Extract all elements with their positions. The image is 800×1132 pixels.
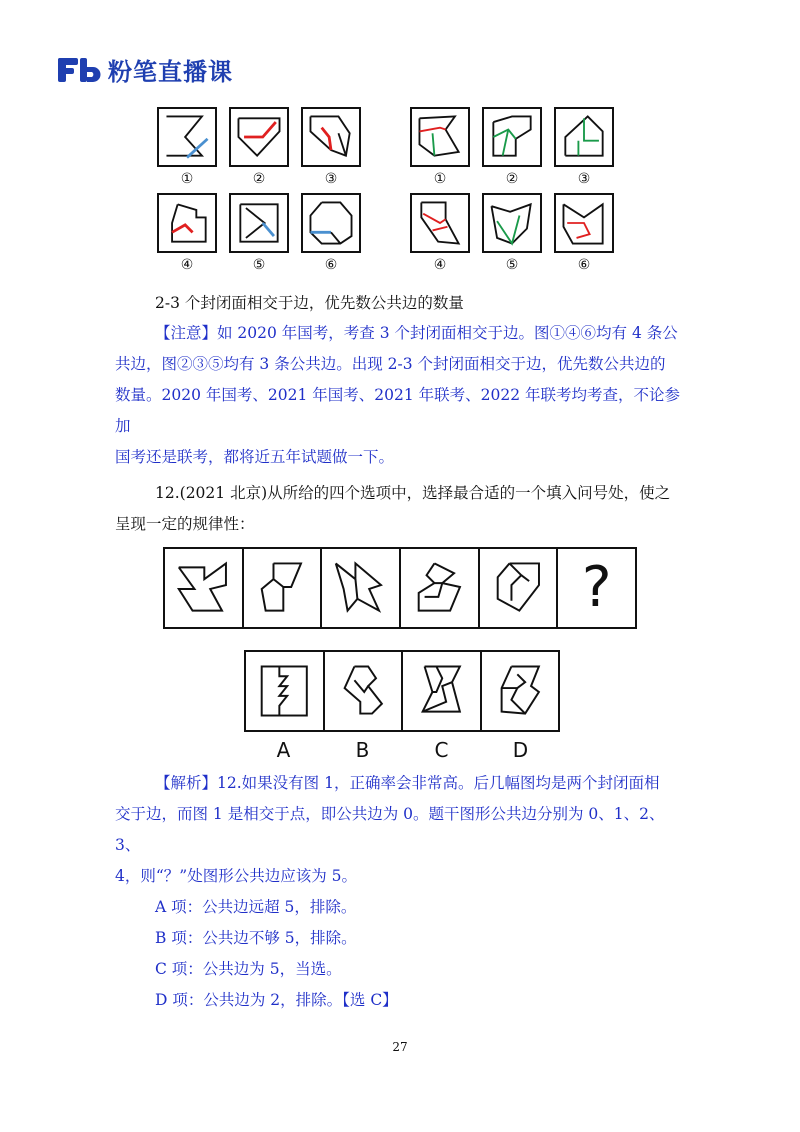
analysis-item: C 项：公共边为 5，当选。 xyxy=(155,960,342,978)
figure-right-3 xyxy=(554,107,614,167)
analysis-item: A 项：公共边远超 5，排除。 xyxy=(155,898,357,916)
analysis-item: D 项：公共边为 2，排除。【选 C】 xyxy=(155,991,398,1009)
figure-right-1 xyxy=(410,107,470,167)
question-figure-1 xyxy=(165,549,244,627)
figure-left-5 xyxy=(229,193,289,253)
note-line: 共边，图②③⑤均有 3 条公共边。出现 2-3 个封闭面相交于边，优先数公共边的 xyxy=(115,355,666,373)
figure-label: ④ xyxy=(180,257,194,273)
figure-left-1 xyxy=(157,107,217,167)
figure-right-4 xyxy=(410,193,470,253)
option-figure-a[interactable] xyxy=(246,652,325,730)
figure-label: ① xyxy=(180,171,194,187)
brand-logo xyxy=(58,52,233,87)
question-mark-cell xyxy=(558,549,635,627)
option-label-a: A xyxy=(276,738,291,762)
option-labels xyxy=(244,738,560,762)
question-figure-3 xyxy=(322,549,401,627)
figure-right-6 xyxy=(554,193,614,253)
note-line: 【注意】如 2020 年国考，考查 3 个封闭面相交于边。图①④⑥均有 4 条公 xyxy=(155,324,678,342)
section-heading: 2-3 个封闭面相交于边，优先数公共边的数量 xyxy=(155,294,464,312)
note-line: 数量。2020 年国考、2021 年国考、2021 年联考、2022 年联考均考查，不论参加 xyxy=(115,386,680,435)
analysis-paragraph xyxy=(115,768,685,1016)
figure-label: ④ xyxy=(433,257,447,273)
figure-label: ③ xyxy=(577,171,591,187)
example-figures xyxy=(150,105,610,280)
note-line: 国考还是联考，都将近五年试题做一下。 xyxy=(115,448,395,466)
figure-label: ⑤ xyxy=(505,257,519,273)
analysis-line: 4，则“？”处图形公共边应该为 5。 xyxy=(115,867,357,885)
question-line: 12.(2021 北京)从所给的四个选项中，选择最合适的一个填入问号处，使之 xyxy=(155,484,671,502)
fb-logo-icon xyxy=(58,55,102,85)
question-line: 呈现一定的规律性： xyxy=(115,515,255,533)
analysis-item: B 项：公共边不够 5，排除。 xyxy=(155,929,357,947)
figure-label: ② xyxy=(252,171,266,187)
option-label-b: B xyxy=(355,738,370,762)
figure-left-2 xyxy=(229,107,289,167)
figure-label: ① xyxy=(433,171,447,187)
figure-left-4 xyxy=(157,193,217,253)
question-text xyxy=(115,478,685,540)
question-figure-2 xyxy=(244,549,323,627)
question-figure-5 xyxy=(480,549,559,627)
option-label-d: D xyxy=(512,738,529,762)
figure-label: ③ xyxy=(324,171,338,187)
option-figure-c[interactable] xyxy=(403,652,482,730)
option-figure-b[interactable] xyxy=(325,652,404,730)
question-mark: ? xyxy=(581,555,612,620)
analysis-line: 交于边，而图 1 是相交于点，即公共边为 0。题干图形公共边分别为 0、1、2、3、 xyxy=(115,805,665,854)
figure-label: ② xyxy=(505,171,519,187)
question-figure-strip xyxy=(163,547,637,629)
figure-left-6 xyxy=(301,193,361,253)
option-figure-d[interactable] xyxy=(482,652,559,730)
brand-name: 粉笔直播课 xyxy=(108,58,233,86)
figure-right-2 xyxy=(482,107,542,167)
note-paragraph xyxy=(115,318,685,473)
option-label-c: C xyxy=(434,738,449,762)
figure-label: ⑤ xyxy=(252,257,266,273)
figure-right-5 xyxy=(482,193,542,253)
figure-label: ⑥ xyxy=(577,257,591,273)
figure-label: ⑥ xyxy=(324,257,338,273)
option-figure-strip xyxy=(244,650,560,732)
question-figure-4 xyxy=(401,549,480,627)
analysis-line: 【解析】12.如果没有图 1，正确率会非常高。后几幅图均是两个封闭面相 xyxy=(155,774,660,792)
page-number: 27 xyxy=(392,1040,408,1054)
figure-left-3 xyxy=(301,107,361,167)
